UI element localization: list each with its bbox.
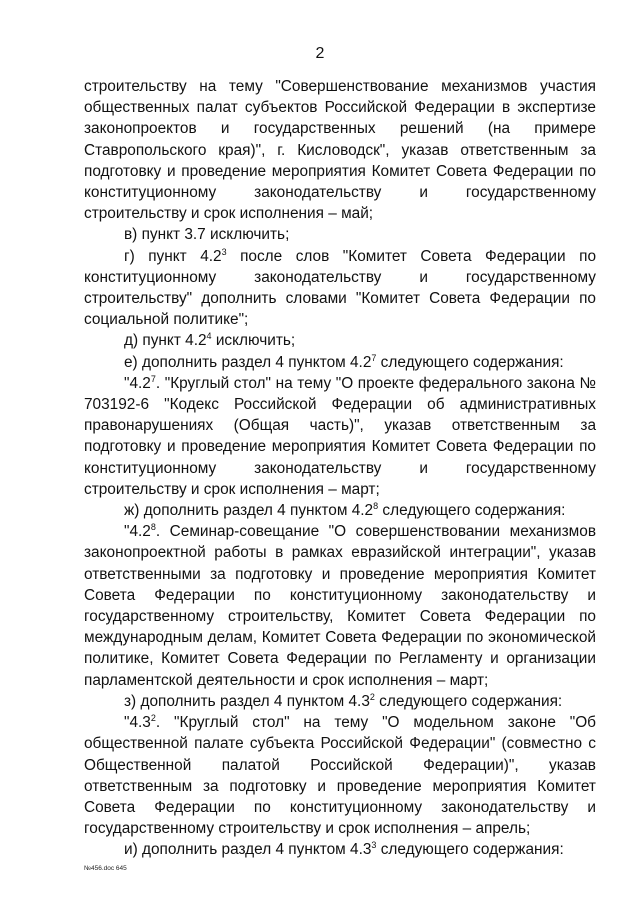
paragraph-continuation: строительству на тему "Совершенствование механизмов участия общественных палат субъектов Российской Федерации в экспертизе законопроектов и государственных решений (на примере Ставропольского края)", г. Кисловодск", указав ответственным за подготовку и проведение мероприятия Комитет Совета Федерации по конституционному законодательству и государственному строительству и срок исполнения – май;	[84, 78, 596, 223]
paragraph-text-end: следующего содержания:	[378, 502, 566, 520]
paragraph-text-end: после слов "Комитет Совета Федерации по конституционному законодательству и государственному строительству" дополнить словами "Комитет Совета Федерации по социальной политике";	[84, 247, 597, 329]
paragraph-item-e	[84, 352, 596, 373]
paragraph-text-start: и) дополнить раздел 4 пунктом 4.3	[124, 841, 372, 859]
paragraph-item-d	[84, 330, 596, 351]
superscript-index: 7	[371, 352, 377, 363]
paragraph-item-zh	[84, 500, 596, 521]
superscript-index: 8	[150, 522, 156, 533]
superscript-index: 8	[373, 501, 379, 512]
paragraph-text-start: з) дополнить раздел 4 пунктом 4.3	[124, 692, 370, 710]
paragraph-text-end: следующего содержания:	[376, 841, 564, 859]
paragraph-text-end: . "Круглый стол" на тему "О проекте федерального закона № 703192-6 "Кодекс Российской Федерации об административных правонарушениях (Общая часть)", указав ответственным за подготовку и проведение мероприятия Комитет Совета Федерации по конституционному законодательству и государственному строительству и срок исполнения – март;	[84, 374, 596, 498]
paragraph-text-end: исключить;	[211, 332, 296, 350]
paragraph-text-start: ж) дополнить раздел 4 пунктом 4.2	[124, 502, 374, 520]
paragraph-text-start: "4.2	[124, 523, 151, 541]
document-body	[84, 76, 596, 861]
footer-file-label: №456.doc 645	[84, 865, 127, 872]
paragraph-text-start: "4.3	[124, 714, 151, 732]
paragraph-text-start: г) пункт 4.2	[124, 247, 222, 265]
paragraph-item-v: в) пункт 3.7 исключить;	[124, 226, 290, 244]
paragraph-text-end: . Семинар-совещание "О совершенствовании механизмов законопроектной работы в рамках евразийской интеграции", указав ответственными за подготовку и проведение мероприятия Комитет Совета Федерации по конституционному законодательству и государственному строительству, Комитет Совета Федерации по международным делам, Комитет Совета Федерации по экономической политике, Комитет Совета Федерации по Регламенту и организации парламентской деятельности и срок исполнения – март;	[84, 523, 596, 689]
page-number: 2	[315, 45, 325, 62]
paragraph-item-z	[84, 691, 596, 712]
superscript-index: 2	[150, 713, 156, 724]
paragraph-text-end: следующего содержания:	[376, 353, 564, 371]
paragraph-point-4-3-2	[84, 712, 596, 839]
paragraph-item-i	[84, 839, 596, 860]
paragraph-text-end: . "Круглый стол" на тему "О модельном законе "Об общественной палате субъекта Российской Федерации" (совместно с Общественной палатой Российской Федерации)", указав ответственным за подготовку и проведение мероприятия Комитет Совета Федерации по конституционному законодательству и государственному строительству и срок исполнения – апрель;	[84, 714, 596, 838]
superscript-index: 3	[371, 840, 377, 851]
superscript-index: 2	[369, 691, 375, 702]
superscript-index: 4	[206, 331, 212, 342]
superscript-index: 7	[150, 373, 156, 384]
paragraph-text-start: "4.2	[124, 374, 151, 392]
superscript-index: 3	[221, 246, 227, 257]
paragraph-text-start: е) дополнить раздел 4 пунктом 4.2	[124, 353, 372, 371]
paragraph-text-end: следующего содержания:	[374, 692, 563, 710]
paragraph-text-start: д) пункт 4.2	[124, 332, 207, 350]
paragraph-item-g	[84, 246, 596, 331]
paragraph-point-4-2-7	[84, 373, 596, 500]
paragraph-point-4-2-8	[84, 521, 596, 691]
